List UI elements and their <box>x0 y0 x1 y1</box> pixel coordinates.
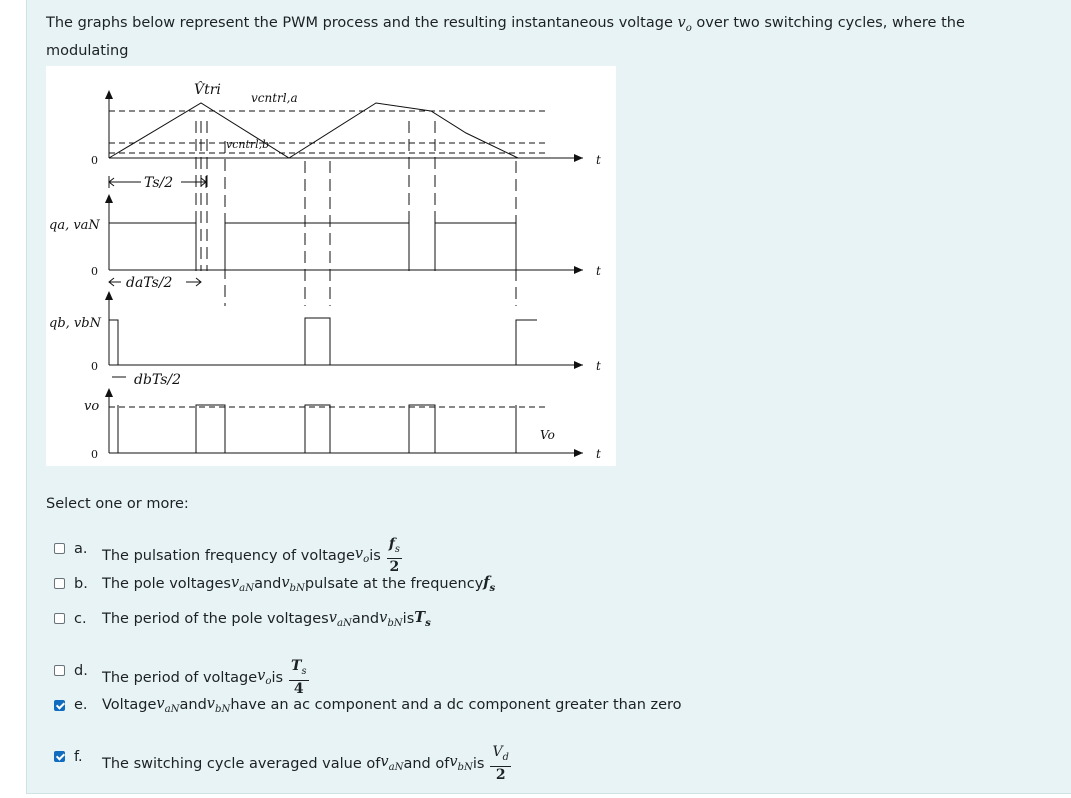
vtri-label: V̂tri <box>194 82 221 98</box>
pwm-figure <box>46 66 616 466</box>
vcntrl-b-label: vcntrl,b <box>226 138 270 151</box>
option-b-text: The pole voltages <box>102 575 231 592</box>
zero-label-2: 0 <box>91 265 98 278</box>
option-d-letter: d. <box>74 662 88 679</box>
option-b-checkbox[interactable] <box>54 578 65 589</box>
option-b[interactable]: b. The pole voltages $v_{aN}$ and $v_{bN}$ pulsate at the frequency $f_s$ <box>54 574 495 594</box>
vo-symbol: $v_o$ <box>677 15 692 34</box>
t-label-4: t <box>596 447 601 461</box>
qb-vbn-label: qb, vbN <box>49 316 101 331</box>
zero-label-1: 0 <box>91 154 98 167</box>
zero-label-3: 0 <box>91 360 98 373</box>
pwm-waveforms <box>46 66 616 466</box>
db-ts-half-label: dbTs/2 <box>134 372 182 388</box>
option-b-letter: b. <box>74 575 88 592</box>
vcntrl-a-label: vcntrl,a <box>251 91 298 105</box>
option-f[interactable]: f. The switching cycle averaged value of $v_{aN}$ and of $v_{bN}$ is $\frac{V_d}{2}$ <box>54 730 511 784</box>
option-f-letter: f. <box>74 748 83 765</box>
axis-1-arrow <box>105 90 113 99</box>
qa-van-label: qa, vaN <box>49 218 100 233</box>
option-a-checkbox[interactable] <box>54 543 65 554</box>
option-c-text: The period of the pole voltages <box>102 610 329 627</box>
option-e[interactable]: e. Voltage $v_{aN}$ and $v_{bN}$ have an ac component and a dc component greater than zero <box>54 696 682 715</box>
t-label-1: t <box>596 153 601 167</box>
option-a-vo: $v_o$ <box>354 546 370 566</box>
question-line1: The graphs below represent the PWM process and the resulting instantaneous voltage <box>46 15 678 31</box>
option-f-text: The switching cycle averaged value of <box>102 755 381 772</box>
option-a[interactable] <box>54 522 402 576</box>
t-label-2: t <box>596 264 601 278</box>
da-ts-half-label: daTs/2 <box>126 275 173 291</box>
t-label-3: t <box>596 359 601 373</box>
option-a-letter: a. <box>74 540 88 557</box>
option-c-checkbox[interactable] <box>54 613 65 624</box>
option-f-checkbox[interactable] <box>54 751 65 762</box>
vo-axis-label: vo <box>84 399 100 414</box>
select-prompt: Select one or more: <box>46 496 189 512</box>
option-a-fraction: $\frac{f_s}{2}$ <box>388 536 400 575</box>
option-d[interactable]: d. The period of voltage $v_o$ is $\frac{T_s}{4}$ <box>54 644 309 698</box>
option-e-letter: e. <box>74 697 88 714</box>
option-e-checkbox[interactable] <box>54 700 65 711</box>
option-a-text: The pulsation frequency of voltage <box>102 547 355 564</box>
ts-half-label: Ts/2 <box>144 175 174 191</box>
qa-waveform <box>109 223 516 270</box>
option-e-text: Voltage <box>102 697 157 714</box>
option-d-text: The period of voltage <box>102 669 258 686</box>
question-line1-end: over two switching cycles, where the modulating <box>46 15 965 59</box>
option-c-letter: c. <box>74 610 87 627</box>
option-f-fraction: $\frac{V_d}{2}$ <box>492 744 509 783</box>
option-d-checkbox[interactable] <box>54 665 65 676</box>
zero-label-4: 0 <box>91 448 98 461</box>
option-d-fraction: $\frac{T_s}{4}$ <box>291 658 307 697</box>
qb-waveform <box>109 318 537 365</box>
option-c[interactable]: c. The period of the pole voltages $v_{aN}$ and $v_{bN}$ is $T_s$ <box>54 609 431 629</box>
option-a-is: is <box>369 547 381 564</box>
vo-average-label: Vo <box>540 428 555 442</box>
vo-waveform <box>118 405 516 453</box>
